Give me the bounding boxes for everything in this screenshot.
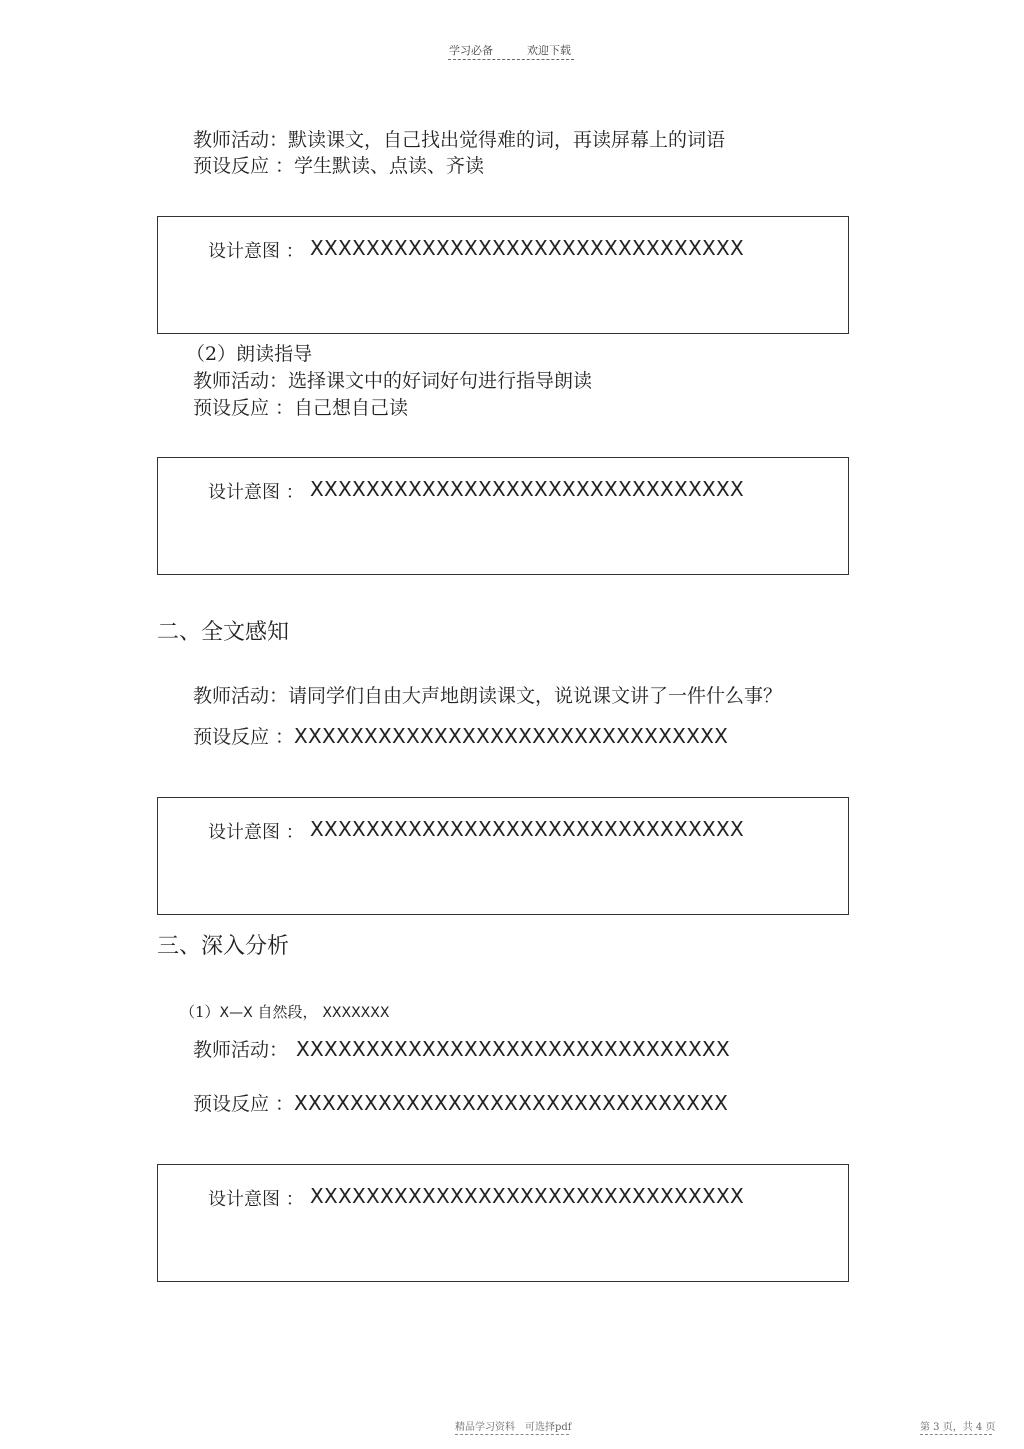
response-label: 预设反应 ： [193,726,295,748]
teacher-label: 教师活动： [193,370,289,392]
section-title-3: 三、深入分析 [157,934,290,959]
sub-x: XXXXXXX [322,1005,390,1021]
design-intent-label: 设计意图 ： [208,1189,304,1210]
design-intent-box-2 [157,457,849,575]
teacher-text: 选择课文中的好词好句进行指导朗读 [288,370,593,392]
preset-response-2 [193,396,408,420]
teacher-label: 教师活动： [193,129,289,151]
response-text: 学生默读、点读、齐读 [294,155,485,177]
paragraph-range [180,1001,389,1022]
footer-center-divider [455,1434,569,1435]
preset-response-1 [193,154,484,178]
design-intent-value: XXXXXXXXXXXXXXXXXXXXXXXXXXXXXXX [310,236,745,260]
response-label: 预设反应 ： [193,1093,295,1115]
header-right: 欢迎下载 [527,44,571,57]
teacher-text: XXXXXXXXXXXXXXXXXXXXXXXXXXXXXXX [296,1037,731,1061]
header-left: 学习必备 [449,44,493,57]
preset-response-4 [193,1091,728,1116]
teacher-activity-1 [193,128,725,152]
design-intent-value: XXXXXXXXXXXXXXXXXXXXXXXXXXXXXXX [310,817,745,841]
sub-mid: 自然段， [257,1003,318,1021]
teacher-text: 请同学们自由大声地朗读课文，说说课文讲了一件什么事？ [288,685,783,707]
teacher-activity-4 [193,1037,730,1062]
design-intent-box-3 [157,797,849,915]
design-intent-box-1 [157,216,849,334]
teacher-label: 教师活动： [193,685,289,707]
teacher-activity-3 [193,684,782,708]
section-title-2: 二、全文感知 [157,620,290,645]
response-text: XXXXXXXXXXXXXXXXXXXXXXXXXXXXXXX [294,724,729,748]
design-intent-box-4 [157,1164,849,1282]
teacher-text: 默读课文，自己找出觉得难的词，再读屏幕上的词语 [288,129,726,151]
design-intent-label: 设计意图 ： [208,241,304,262]
response-text: XXXXXXXXXXXXXXXXXXXXXXXXXXXXXXX [294,1091,729,1115]
design-intent-label: 设计意图 ： [208,482,304,503]
teacher-activity-2 [193,369,592,393]
response-text: 自己想自己读 [294,397,409,419]
preset-response-3 [193,724,728,749]
page-number: 第 3 页，共 4 页 [920,1422,996,1433]
response-label: 预设反应 ： [193,155,295,177]
footer-center: 精品学习资料 可选择pdf [455,1422,572,1433]
design-intent-label: 设计意图 ： [208,822,304,843]
design-intent-value: XXXXXXXXXXXXXXXXXXXXXXXXXXXXXXX [310,1184,745,1208]
teacher-label: 教师活动： [193,1039,289,1061]
footer-right-divider [920,1434,992,1435]
sub-range: X—X [219,1005,253,1021]
header-divider [448,59,574,60]
response-label: 预设反应 ： [193,397,295,419]
design-intent-value: XXXXXXXXXXXXXXXXXXXXXXXXXXXXXXX [310,477,745,501]
reading-guidance-heading: （2）朗读指导 [186,343,313,365]
sub-prefix: （1） [180,1003,220,1021]
